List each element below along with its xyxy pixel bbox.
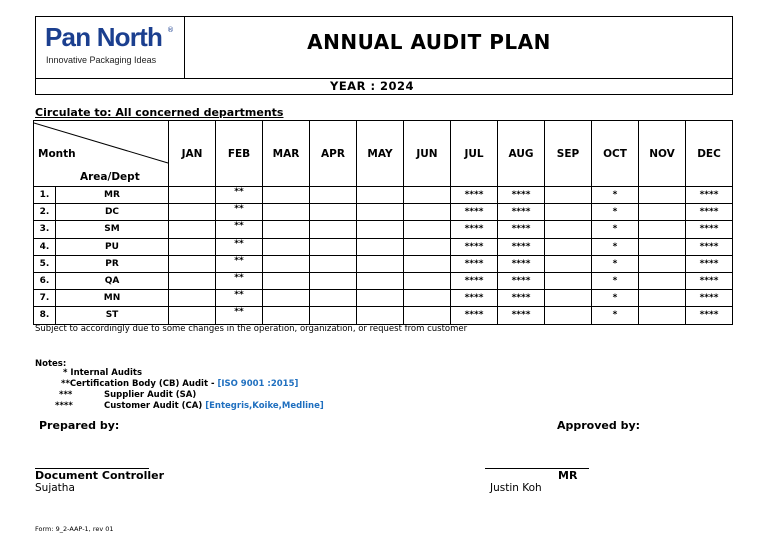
- audit-cell: [357, 187, 404, 204]
- table-row: [34, 255, 733, 272]
- table-row: [34, 290, 733, 307]
- approved-by-label: Approved by:: [557, 419, 641, 432]
- corner-header: [34, 121, 169, 187]
- table-row: [34, 187, 733, 204]
- audit-cell: [169, 307, 216, 324]
- note-ca: [104, 401, 324, 411]
- audit-cell: [169, 255, 216, 272]
- audit-cell: ****: [686, 187, 733, 204]
- audit-cell: [639, 221, 686, 238]
- month-header: DEC: [686, 121, 733, 187]
- audit-cell: [263, 187, 310, 204]
- department-cell: SM: [56, 221, 169, 238]
- prepared-role: Document Controller: [35, 469, 165, 482]
- audit-cell: [169, 204, 216, 221]
- audit-cell: [310, 238, 357, 255]
- department-cell: PR: [56, 255, 169, 272]
- approved-role: MR: [558, 469, 578, 482]
- audit-cell: ****: [451, 290, 498, 307]
- audit-cell: ****: [498, 255, 545, 272]
- audit-cell: [545, 221, 592, 238]
- row-number: 3.: [34, 221, 56, 238]
- circulate-to: Circulate to: All concerned departments: [35, 106, 284, 119]
- audit-cell: ****: [498, 187, 545, 204]
- audit-cell: ****: [498, 307, 545, 324]
- audit-cell: ****: [498, 272, 545, 289]
- audit-cell: [310, 290, 357, 307]
- prepared-by-label: Prepared by:: [39, 419, 120, 432]
- audit-cell: [404, 221, 451, 238]
- month-label: Month: [38, 148, 76, 160]
- audit-cell: [545, 272, 592, 289]
- row-number: 6.: [34, 272, 56, 289]
- note-ca-text: Customer Audit (CA): [104, 401, 206, 411]
- department-cell: MR: [56, 187, 169, 204]
- note-internal: * Internal Audits: [63, 368, 143, 378]
- audit-cell: ****: [498, 238, 545, 255]
- audit-cell: ****: [451, 238, 498, 255]
- audit-cell: [310, 204, 357, 221]
- audit-cell: *: [592, 221, 639, 238]
- audit-cell: ****: [498, 204, 545, 221]
- row-number: 7.: [34, 290, 56, 307]
- department-cell: DC: [56, 204, 169, 221]
- table-body: [34, 187, 733, 325]
- audit-cell: ****: [686, 307, 733, 324]
- department-cell: MN: [56, 290, 169, 307]
- audit-cell: [357, 307, 404, 324]
- month-header: JUN: [404, 121, 451, 187]
- company-logo: Pan North: [45, 22, 163, 52]
- audit-cell: **: [216, 204, 263, 221]
- note-cb-standard: [ISO 9001 :2015]: [217, 379, 299, 389]
- department-cell: PU: [56, 238, 169, 255]
- form-code: Form: 9_2-AAP-1, rev 01: [35, 525, 114, 533]
- note-sa-text: Supplier Audit (SA): [104, 390, 197, 400]
- audit-cell: ****: [451, 187, 498, 204]
- approved-name: Justin Koh: [490, 482, 542, 494]
- month-header: AUG: [498, 121, 545, 187]
- audit-cell: [263, 255, 310, 272]
- audit-cell: [310, 272, 357, 289]
- audit-cell: [357, 221, 404, 238]
- table-row: [34, 238, 733, 255]
- note-ca-customers: [Entegris,Koike,Medline]: [205, 401, 324, 411]
- audit-cell: [263, 204, 310, 221]
- audit-cell: [263, 221, 310, 238]
- audit-cell: [263, 238, 310, 255]
- table-row: [34, 204, 733, 221]
- audit-cell: [357, 272, 404, 289]
- audit-cell: *: [592, 204, 639, 221]
- audit-cell: [310, 307, 357, 324]
- audit-cell: [169, 221, 216, 238]
- table-row: [34, 307, 733, 324]
- row-number: 8.: [34, 307, 56, 324]
- table-row: [34, 221, 733, 238]
- department-cell: QA: [56, 272, 169, 289]
- logo-tagline: Innovative Packaging Ideas: [46, 55, 157, 65]
- audit-cell: [169, 238, 216, 255]
- audit-cell: [357, 204, 404, 221]
- audit-cell: [639, 204, 686, 221]
- note-cb: [61, 379, 298, 389]
- audit-cell: [404, 272, 451, 289]
- document-title: ANNUAL AUDIT PLAN: [307, 30, 551, 54]
- header-bottom-border: [35, 94, 733, 95]
- registered-mark: ®: [167, 26, 174, 34]
- audit-cell: *: [592, 255, 639, 272]
- audit-cell: *: [592, 187, 639, 204]
- audit-cell: ****: [686, 290, 733, 307]
- audit-cell: [404, 255, 451, 272]
- table-header-row: [34, 121, 733, 187]
- audit-cell: [169, 290, 216, 307]
- audit-cell: **: [216, 187, 263, 204]
- prepared-name: Sujatha: [35, 482, 75, 494]
- audit-cell: [357, 238, 404, 255]
- audit-cell: [357, 255, 404, 272]
- audit-cell: [545, 255, 592, 272]
- audit-cell: [404, 307, 451, 324]
- audit-cell: ****: [498, 221, 545, 238]
- table-row: [34, 272, 733, 289]
- audit-cell: **: [216, 238, 263, 255]
- audit-cell: [404, 187, 451, 204]
- audit-cell: [310, 221, 357, 238]
- audit-cell: [639, 307, 686, 324]
- audit-cell: [545, 187, 592, 204]
- audit-cell: [639, 187, 686, 204]
- audit-cell: [404, 290, 451, 307]
- audit-cell: [639, 238, 686, 255]
- subject-note: Subject to accordingly due to some changes in the operation, organization, or request from customer: [35, 324, 468, 334]
- row-number: 5.: [34, 255, 56, 272]
- department-cell: ST: [56, 307, 169, 324]
- note-cb-text: **Certification Body (CB) Audit -: [61, 379, 218, 389]
- audit-cell: [310, 187, 357, 204]
- audit-cell: [169, 272, 216, 289]
- audit-cell: [545, 290, 592, 307]
- audit-cell: [310, 255, 357, 272]
- audit-cell: **: [216, 290, 263, 307]
- audit-cell: ****: [498, 290, 545, 307]
- audit-cell: *: [592, 307, 639, 324]
- row-number: 2.: [34, 204, 56, 221]
- month-header: APR: [310, 121, 357, 187]
- audit-cell: ****: [451, 255, 498, 272]
- audit-cell: [263, 290, 310, 307]
- audit-cell: *: [592, 290, 639, 307]
- audit-cell: [357, 290, 404, 307]
- audit-cell: **: [216, 255, 263, 272]
- month-header: OCT: [592, 121, 639, 187]
- month-header: JUL: [451, 121, 498, 187]
- month-header: NOV: [639, 121, 686, 187]
- audit-cell: ****: [686, 221, 733, 238]
- month-header: MAR: [263, 121, 310, 187]
- audit-cell: *: [592, 272, 639, 289]
- audit-plan-table: [33, 120, 733, 325]
- audit-cell: [169, 187, 216, 204]
- month-header: JAN: [169, 121, 216, 187]
- audit-cell: ****: [451, 307, 498, 324]
- audit-cell: [545, 204, 592, 221]
- row-number: 1.: [34, 187, 56, 204]
- audit-cell: ****: [686, 255, 733, 272]
- audit-cell: [545, 307, 592, 324]
- row-number: 4.: [34, 238, 56, 255]
- note-sa-marker: ***: [59, 390, 73, 400]
- audit-cell: ****: [451, 204, 498, 221]
- audit-cell: ****: [686, 238, 733, 255]
- audit-cell: [404, 204, 451, 221]
- audit-cell: ****: [686, 272, 733, 289]
- audit-cell: [639, 290, 686, 307]
- audit-cell: [263, 307, 310, 324]
- audit-cell: [263, 272, 310, 289]
- audit-cell: **: [216, 307, 263, 324]
- audit-cell: ****: [686, 204, 733, 221]
- month-header: SEP: [545, 121, 592, 187]
- audit-cell: *: [592, 238, 639, 255]
- audit-cell: [639, 255, 686, 272]
- audit-cell: [545, 238, 592, 255]
- audit-cell: **: [216, 221, 263, 238]
- area-dept-label: Area/Dept: [80, 171, 140, 183]
- audit-cell: [639, 272, 686, 289]
- audit-cell: ****: [451, 221, 498, 238]
- note-ca-marker: ****: [55, 401, 73, 411]
- notes-heading: Notes:: [35, 359, 67, 369]
- audit-cell: [404, 238, 451, 255]
- audit-cell: ****: [451, 272, 498, 289]
- month-header: FEB: [216, 121, 263, 187]
- year-label: YEAR : 2024: [330, 79, 415, 93]
- month-header: MAY: [357, 121, 404, 187]
- audit-cell: **: [216, 272, 263, 289]
